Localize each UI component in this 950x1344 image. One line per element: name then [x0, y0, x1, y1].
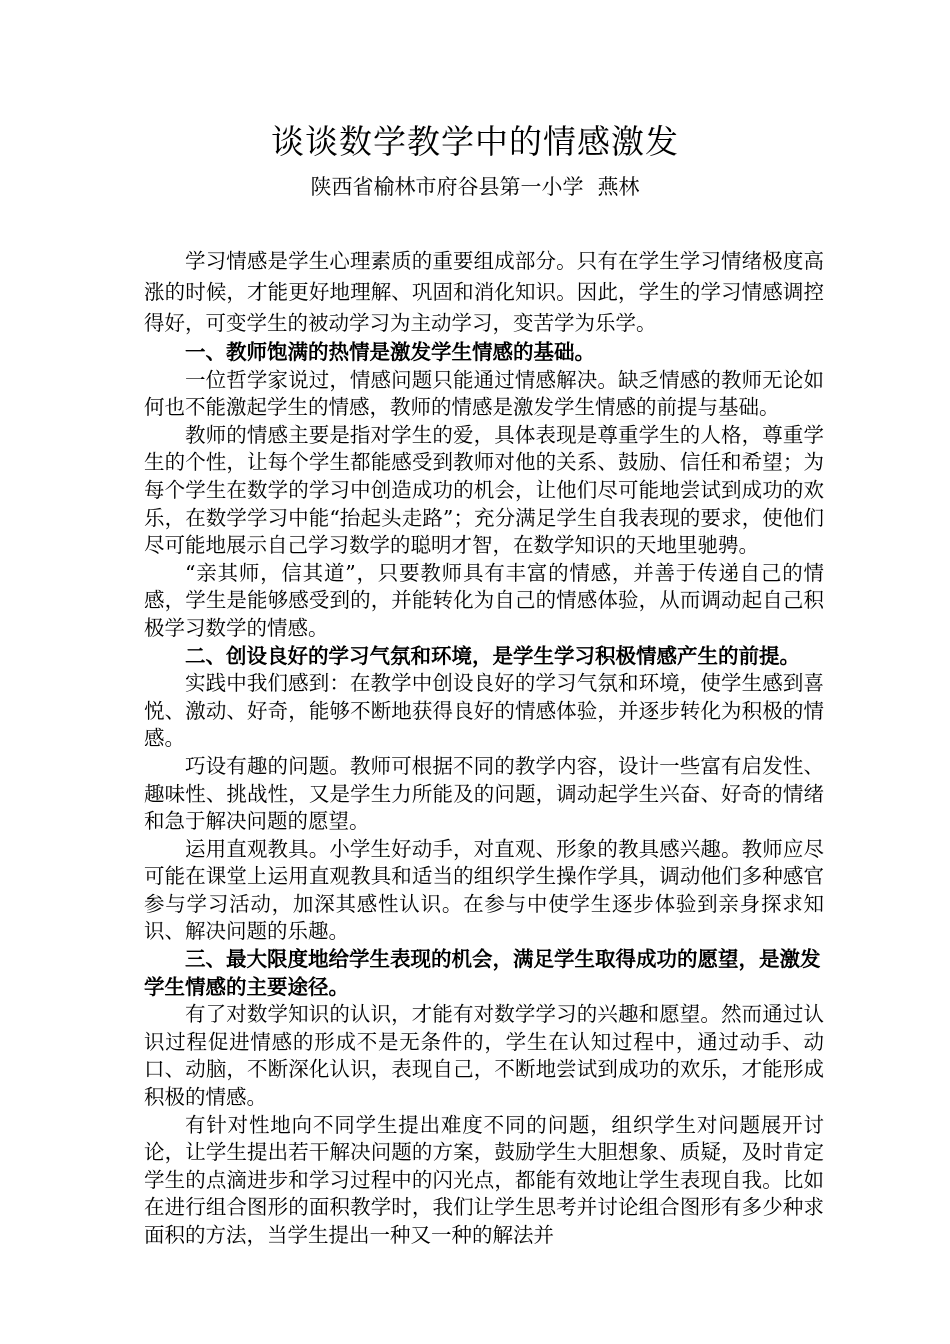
article-body	[144, 246, 824, 1250]
section-heading: 二、创设良好的学习气氛和环境，是学生学习积极情感产生的前提。	[185, 643, 800, 668]
author-name: 燕林	[597, 175, 640, 199]
body-paragraph: 有针对性地向不同学生提出难度不同的问题，组织学生对问题展开讨论，让学生提出若干解决问题的方案，鼓励学生大胆想象、质疑，及时肯定学生的点滴进步和学习过程中的闪光点，都能有效地让学生表现自我。比如在进行组合图形的面积教学时，我们让学生思考并讨论组合图形有多少种求面积的方法，当学生提出一种又一种的解法并	[144, 1112, 824, 1247]
body-paragraph: 巧设有趣的问题。教师可根据不同的教学内容，设计一些富有启发性、趣味性、挑战性，又是学生力所能及的问题，调动起学生兴奋、好奇的情绪和急于解决问题的愿望。	[144, 753, 824, 834]
body-paragraph: 实践中我们感到：在教学中创设良好的学习气氛和环境，使学生感到喜悦、激动、好奇，能够不断地获得良好的情感体验，并逐步转化为积极的情感。	[144, 671, 824, 751]
author-line	[0, 172, 950, 202]
document-title: 谈谈数学教学中的情感激发	[271, 122, 679, 161]
section-heading: 一、教师饱满的热情是激发学生情感的基础。	[185, 340, 595, 364]
intro-paragraph: 学习情感是学生心理素质的重要组成部分。只有在学生学习情绪极度高涨的时候，才能更好地理解、巩固和消化知识。因此，学生的学习情感调控得好，可变学生的被动学习为主动学习，变苦学为乐学。	[144, 249, 824, 335]
body-paragraph: “亲其师，信其道”，只要教师具有丰富的情感，并善于传递自己的情感，学生是能够感受到的，并能转化为自己的情感体验，从而调动起自己积极学习数学的情感。	[144, 560, 824, 640]
body-paragraph: 一位哲学家说过，情感问题只能通过情感解决。缺乏情感的教师无论如何也不能激起学生的情感，教师的情感是激发学生情感的前提与基础。	[144, 367, 824, 420]
body-paragraph: 教师的情感主要是指对学生的爱，具体表现是尊重学生的人格，尊重学生的个性，让每个学生都能感受到教师对他的关系、鼓励、信任和希望；为每个学生在数学的学习中创造成功的机会，让他们尽可能地尝试到成功的欢乐，在数学学习中能“抬起头走路”；充分满足学生自我表现的要求，使他们尽可能地展示自己学习数学的聪明才智，在数学知识的天地里驰骋。	[144, 422, 824, 558]
author-organization: 陕西省榆林市府谷县第一小学	[310, 175, 584, 199]
body-paragraph: 有了对数学知识的认识，才能有对数学学习的兴趣和愿望。然而通过认识过程促进情感的形成不是无条件的，学生在认知过程中，通过动手、动口、动脑，不断深化认识，表现自己，不断地尝试到成功的欢乐，才能形成积极的情感。	[144, 1002, 824, 1110]
body-paragraph: 运用直观教具。小学生好动手，对直观、形象的教具感兴趣。教师应尽可能在课堂上运用直观教具和适当的组织学生操作学具，调动他们多种感官参与学习活动，加深其感性认识。在参与中使学生逐步体验到亲身探求知识、解决问题的乐趣。	[144, 836, 824, 944]
section-heading: 三、最大限度地给学生表现的机会，满足学生取得成功的愿望，是激发学生情感的主要途径。	[144, 947, 821, 999]
